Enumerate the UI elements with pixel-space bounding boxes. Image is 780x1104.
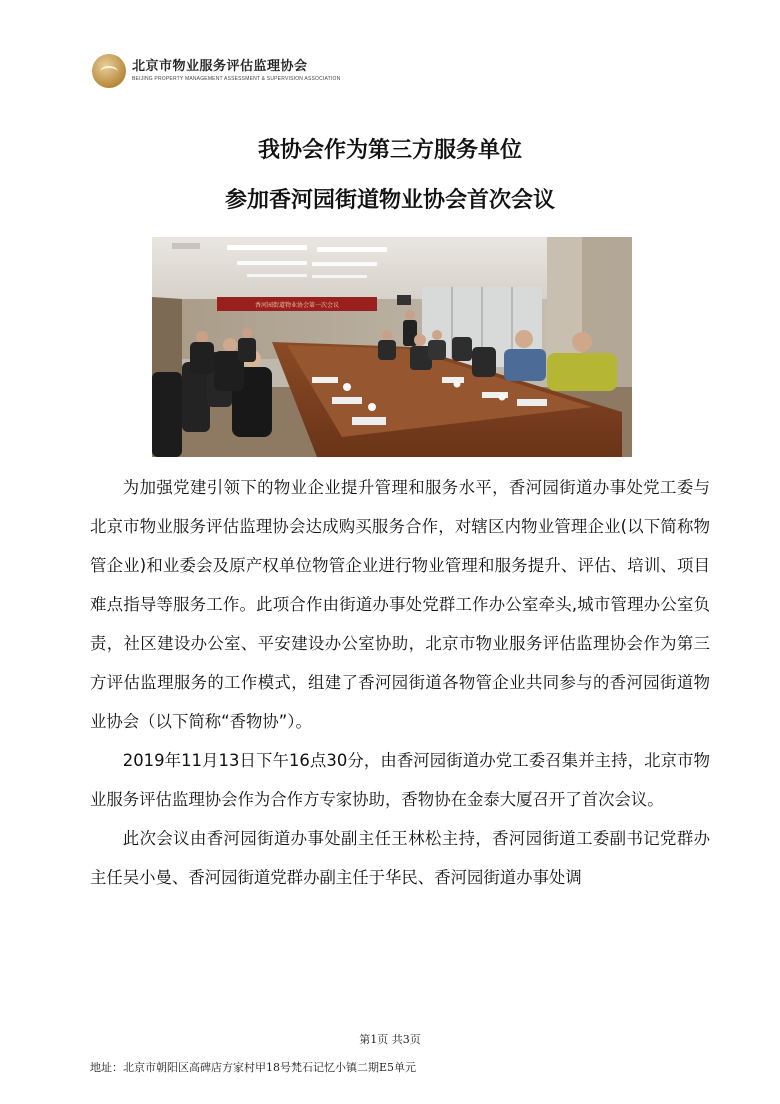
paragraph-2: 2019年11月13日下午16点30分，由香河园街道办党工委召集并主持，北京市物业服务评估监理协会作为合作方专家协助，香物协在金泰大厦召开了首次会议。: [90, 751, 710, 809]
meeting-photo: [152, 237, 632, 457]
org-name-english: BEIJING PROPERTY MANAGEMENT ASSESSMENT & SUPERVISION ASSOCIATION: [132, 76, 341, 82]
letterhead: [92, 54, 340, 88]
page-number: 第1页 共3页: [359, 1033, 421, 1046]
footer-address: 地址：北京市朝阳区高碑店方家村甲18号梵石记忆小镇二期E5单元: [90, 1061, 417, 1074]
paragraph-3: 此次会议由香河园街道办事处副主任王林松主持，香河园街道工委副书记党群办主任吴小曼、香河园街道党群办副主任于华民、香河园街道办事处调: [90, 829, 710, 887]
title-line-2: 参加香河园街道物业协会首次会议: [224, 188, 555, 213]
title-line-1: 我协会作为第三方服务单位: [257, 138, 522, 163]
article-body: [90, 468, 710, 897]
org-name: 北京市物业服务评估监理协会: [132, 59, 308, 74]
org-block: [132, 59, 340, 83]
meeting-banner-text: 香河园街道物业协会第一次会议: [254, 302, 340, 309]
paragraph-1: 为加强党建引领下的物业企业提升管理和服务水平，香河园街道办事处党工委与北京市物业服务评估监理协会达成购买服务合作，对辖区内物业管理企业(以下简称物管企业)和业委会及原产权单位物管企业进行物业管理和服务提升、评估、培训、项目难点指导等服务工作。此项合作由街道办事处党群工作办公室牵头,城市管理办公室负责，社区建设办公室、平安建设办公室协助，北京市物业服务评估监理协会作为第三方评估监理服务的工作模式，组建了香河园街道各物管企业共同参与的香河园街道物业协会（以下简称“香物协”）。: [90, 478, 710, 731]
association-logo-icon: [92, 54, 126, 88]
meeting-photo-illustration: [152, 237, 632, 457]
